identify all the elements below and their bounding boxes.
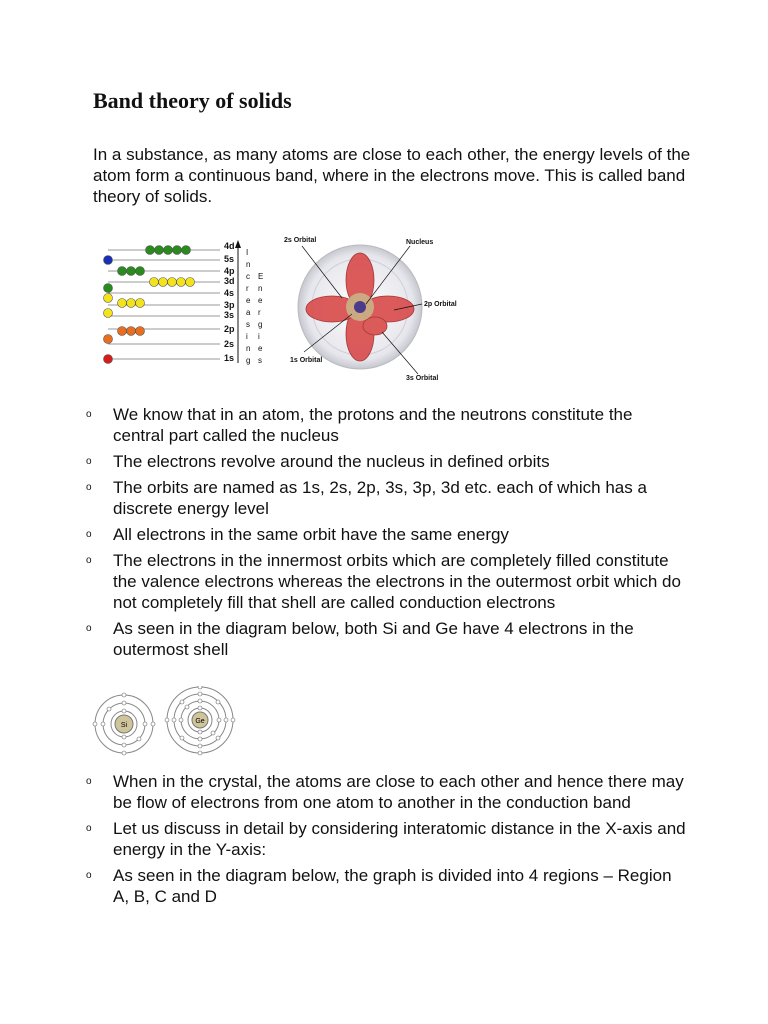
nucleus (354, 301, 366, 313)
bullet-marker: o (86, 482, 92, 493)
list-item-text: All electrons in the same orbit have the same energy (113, 525, 509, 544)
si-label: Si (120, 722, 128, 729)
level-label: 2s (224, 339, 235, 349)
bullet-marker: o (86, 776, 92, 787)
bullet-marker: o (86, 529, 92, 540)
ge-label: Ge (195, 718, 205, 725)
bullet-list-1 (86, 404, 686, 665)
list-item-text: When in the crystal, the atoms are close to each other and hence there may be flow of electrons from one atom to another in the conduction band (113, 772, 684, 812)
list-item (86, 865, 686, 907)
level-label: 3s (224, 310, 235, 320)
list-item (86, 550, 686, 613)
list-item-text: The orbits are named as 1s, 2s, 2p, 3s, 3p, 3d etc. each of which has a discrete energy level (113, 478, 647, 518)
list-item (86, 618, 686, 660)
svg-text:n: n (258, 284, 263, 293)
level-label: 2p (224, 324, 235, 334)
svg-text:r: r (246, 284, 249, 293)
svg-text:s: s (258, 356, 262, 365)
level-label: 4s (224, 288, 235, 298)
level-label: 3p (224, 300, 235, 310)
list-item-text: We know that in an atom, the protons and the neutrons constitute the central part called the nucleus (113, 405, 633, 445)
bullet-marker: o (86, 823, 92, 834)
list-item (86, 451, 686, 472)
svg-text:g: g (258, 320, 263, 329)
list-item-text: As seen in the diagram below, the graph is divided into 4 regions – Region A, B, C and D (113, 866, 672, 906)
list-item (86, 477, 686, 519)
level-label: 4d (224, 241, 235, 251)
label-nucleus: Nucleus (406, 239, 434, 246)
page-title: Band theory of solids (93, 88, 292, 113)
svg-text:e: e (258, 344, 263, 353)
list-item-text: The electrons in the innermost orbits which are completely filled constitute the valence electrons whereas the electrons in the outermost orbit which do not completely fill that shell are called conduction electrons (113, 551, 681, 612)
svg-text:s: s (246, 320, 250, 329)
list-item-text: Let us discuss in detail by considering interatomic distance in the X-axis and energy in the Y-axis: (113, 819, 686, 859)
intro-paragraph: In a substance, as many atoms are close to each other, the energy levels of the atom form a continuous band, where in the electrons move. This is called band theory of solids. (93, 145, 691, 206)
level-label: 4p (224, 266, 235, 276)
label-2p: 2p Orbital (424, 301, 457, 308)
svg-text:e: e (246, 296, 251, 305)
label-2s: 2s Orbital (284, 237, 317, 244)
svg-text:r: r (258, 308, 261, 317)
svg-text:i: i (258, 332, 260, 341)
level-label: 3d (224, 276, 235, 286)
list-item (86, 404, 686, 446)
label-1s: 1s Orbital (290, 357, 323, 364)
svg-text:I: I (246, 248, 249, 257)
bullet-marker: o (86, 555, 92, 566)
level-label: 5s (224, 254, 235, 264)
orbital-diagram (282, 232, 467, 384)
svg-text:n: n (246, 260, 251, 269)
si-ge-atoms (92, 686, 242, 756)
label-3s: 3s Orbital (406, 375, 439, 382)
bullet-list-2 (86, 771, 686, 912)
list-item-text: The electrons revolve around the nucleus in defined orbits (113, 452, 550, 471)
svg-text:E: E (258, 272, 264, 281)
list-item (86, 771, 686, 813)
level-label: 1s (224, 353, 235, 363)
bullet-marker: o (86, 456, 92, 467)
svg-text:a: a (246, 308, 251, 317)
list-item (86, 524, 686, 545)
svg-text:n: n (246, 344, 251, 353)
svg-text:c: c (246, 272, 250, 281)
bullet-marker: o (86, 870, 92, 881)
energy-level-diagram (98, 238, 278, 380)
svg-text:g: g (246, 356, 251, 365)
bullet-marker: o (86, 623, 92, 634)
bullet-marker: o (86, 409, 92, 420)
list-item (86, 818, 686, 860)
svg-text:i: i (246, 332, 248, 341)
svg-text:e: e (258, 296, 263, 305)
list-item-text: As seen in the diagram below, both Si and Ge have 4 electrons in the outermost shell (113, 619, 634, 659)
